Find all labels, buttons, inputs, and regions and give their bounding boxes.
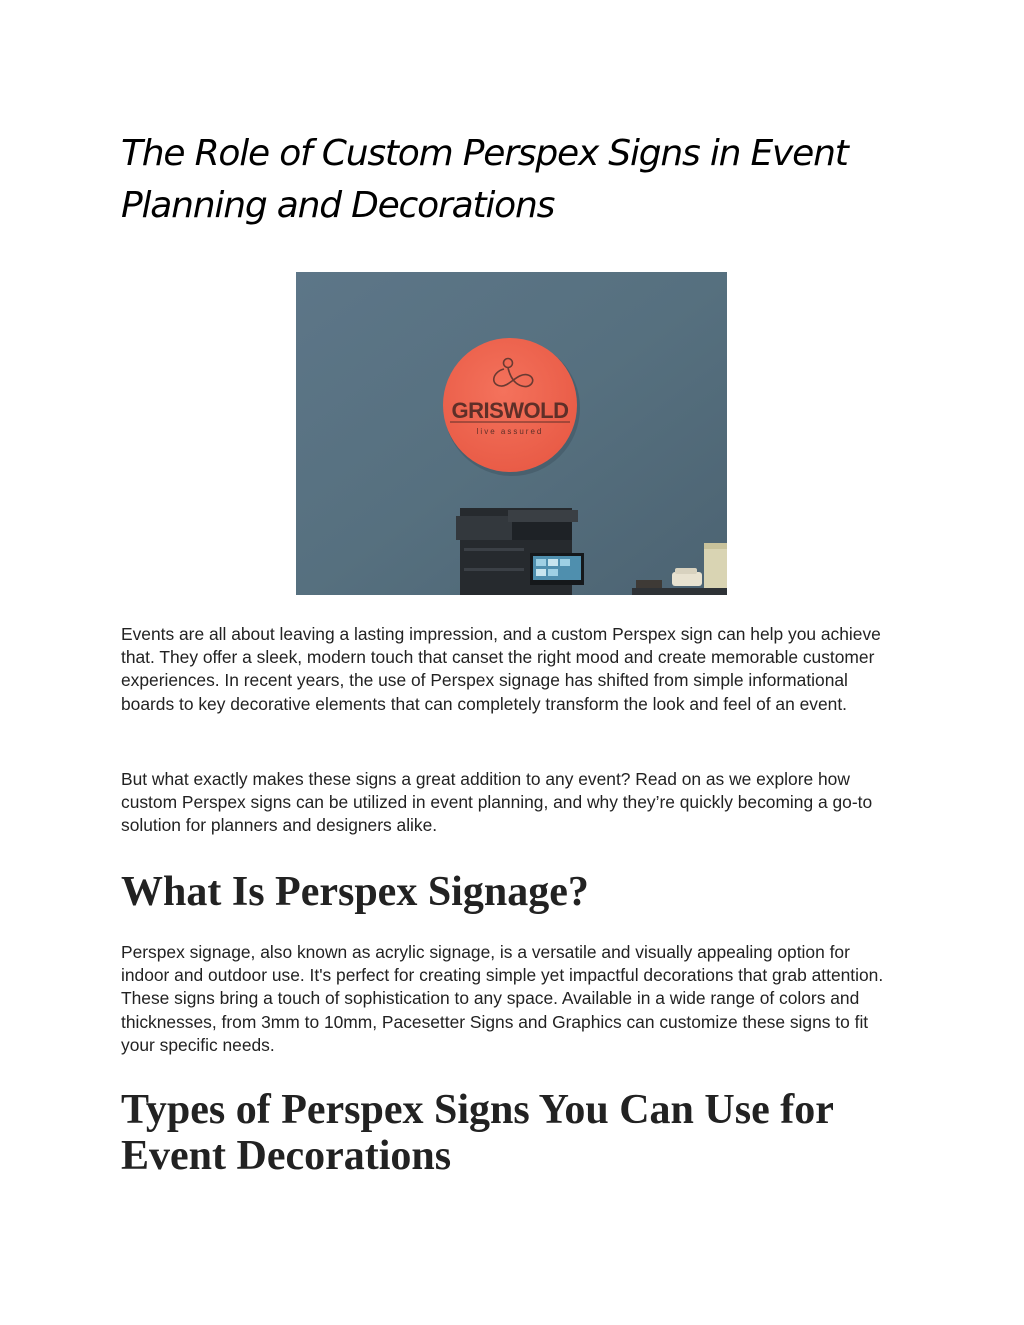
section-heading-types: Types of Perspex Signs You Can Use for Event Decorations bbox=[121, 1087, 834, 1179]
logo-tagline: live assured bbox=[476, 427, 544, 436]
section-heading-what-is-perspex: What Is Perspex Signage? bbox=[121, 869, 589, 915]
second-paragraph: But what exactly makes these signs a great addition to any event? Read on as we explore how custom Perspex signs can be utilized in event planning, and why they’re quickly becoming a go-to solution for planners and designers alike. bbox=[121, 769, 873, 836]
intro-paragraph: Events are all about leaving a lasting impression, and a custom Perspex sign can help you achieve that. They offer a sleek, modern touch that canset the right mood and create memorable customer experiences. In recent years, the use of Perspex signage has shifted from simple informational boards to key decorative elements that can completely transform the look and feel of an event. bbox=[121, 624, 881, 714]
logo-text: GRISWOLD bbox=[451, 398, 569, 423]
sign-photo bbox=[296, 272, 727, 595]
printer-icon bbox=[456, 508, 584, 595]
document-title: The Role of Custom Perspex Signs in Event Planning and Decorations bbox=[121, 133, 848, 226]
perspex-description-paragraph: Perspex signage, also known as acrylic signage, is a versatile and visually appealing option for indoor and outdoor use. It's perfect for creating simple yet impactful decorations that grab attention. These signs bring a touch of sophistication to any space. Available in a wide range of colors and thicknesses, from 3mm to 10mm, Pacesetter Signs and Graphics can customize these signs to fit your specific needs. bbox=[121, 942, 884, 1055]
